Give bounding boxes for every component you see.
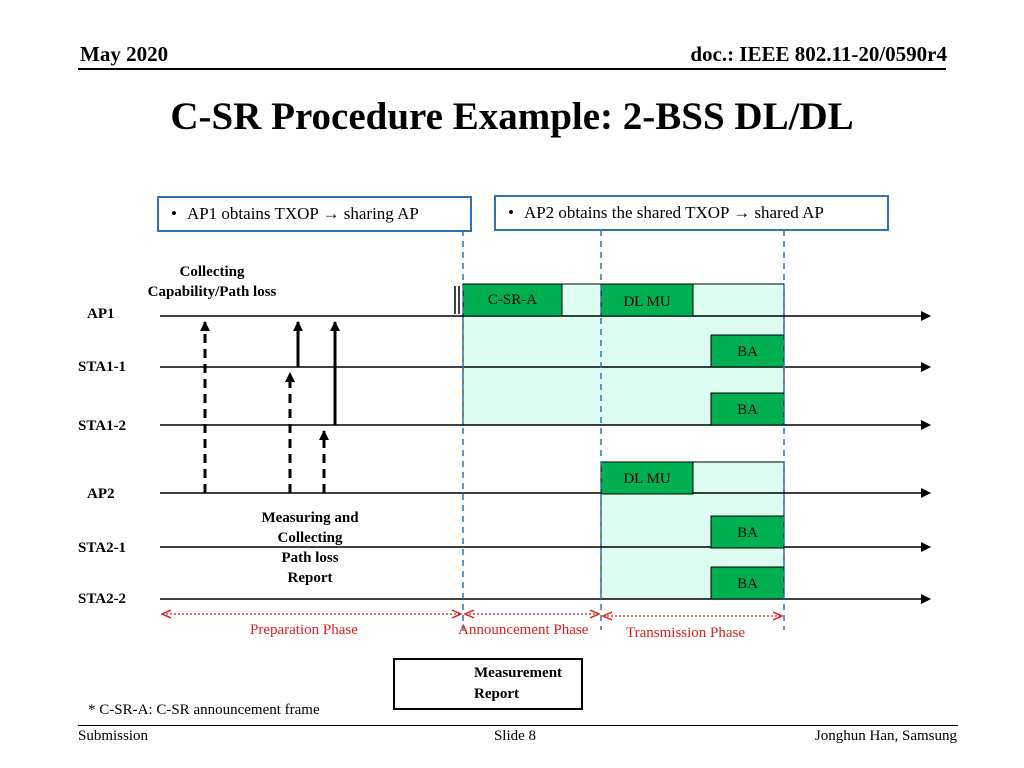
- callout-sharing-ap: [157, 196, 472, 232]
- bullet: •: [508, 203, 514, 222]
- station-label-sta1-2: STA1-2: [78, 418, 127, 434]
- callout-shared-ap-text: AP2 obtains the shared TXOP → shared AP: [523, 203, 824, 222]
- dl-mu-ap2-label: DL MU: [623, 471, 671, 487]
- legend-report-label: Report: [474, 686, 519, 702]
- callout-sharing-ap-text: AP1 obtains TXOP → sharing AP: [186, 204, 419, 223]
- dl-mu-ap1-label: DL MU: [623, 294, 671, 310]
- csr-a-label: C-SR-A: [487, 292, 538, 308]
- legend-measurement-label: Measurement: [474, 665, 563, 681]
- header-doc-id: doc.: IEEE 802.11-20/0590r4: [690, 42, 947, 66]
- bullet: •: [171, 204, 177, 223]
- ba-sta2-2-label: BA: [737, 576, 758, 592]
- station-label-ap2: AP2: [87, 486, 115, 502]
- footnote: * C-SR-A: C-SR announcement frame: [88, 702, 320, 718]
- footer-slide-number: Slide 8: [493, 728, 537, 744]
- station-label-ap1: AP1: [87, 306, 115, 322]
- header-date: May 2020: [80, 42, 169, 66]
- station-label-sta2-1: STA2-1: [78, 540, 127, 556]
- announcement-phase-label: Announcement Phase: [458, 622, 589, 638]
- ba-sta2-1-label: BA: [737, 525, 758, 541]
- callout-shared-ap: [494, 195, 889, 231]
- footer-submission: Submission: [78, 728, 149, 744]
- preparation-phase-label: Preparation Phase: [250, 622, 358, 638]
- station-label-sta2-2: STA2-2: [78, 591, 127, 607]
- ba-sta1-2-label: BA: [737, 402, 758, 418]
- slide-title: C-SR Procedure Example: 2-BSS DL/DL: [170, 95, 854, 138]
- note-collecting-capability: Collecting Capability/Path loss: [147, 264, 277, 300]
- note-measuring-path-loss: Measuring and Collecting Path loss Report: [261, 510, 359, 586]
- footer-rule: [78, 725, 958, 726]
- station-label-sta1-1: STA1-1: [78, 359, 127, 375]
- transmission-phase-label: Transmission Phase: [626, 625, 746, 641]
- ba-sta1-1-label: BA: [737, 344, 758, 360]
- footer-author: Jonghun Han, Samsung: [814, 728, 957, 744]
